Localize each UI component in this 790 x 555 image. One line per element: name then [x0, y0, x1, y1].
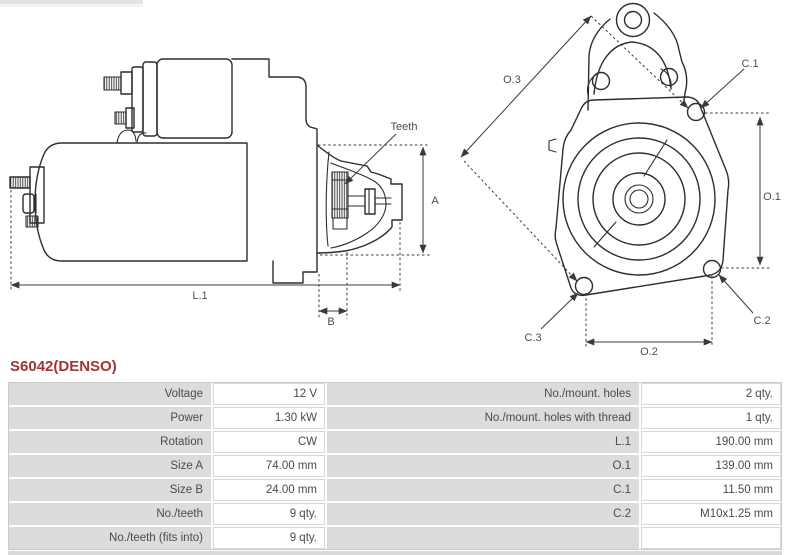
- bell-flange-inner: [326, 152, 329, 246]
- bracket-left-edge: [588, 19, 610, 110]
- bracket-hole-left: [593, 73, 610, 90]
- o3-construction-upper: [591, 16, 688, 108]
- c2-label: C.2: [753, 315, 771, 327]
- spec-label-left: Size B: [9, 479, 211, 501]
- solenoid-body: [157, 59, 232, 138]
- mount-hole-c3: [576, 278, 593, 295]
- part-number-heading: S6042(DENSO): [10, 358, 117, 375]
- a-label: A: [431, 195, 439, 207]
- o1-label: O.1: [763, 191, 781, 203]
- spec-value-right: 11.50 mm: [641, 479, 781, 501]
- cropped-element-artifact-2: [0, 4, 143, 7]
- teeth-leader: [345, 134, 396, 184]
- flange-left-tab: [549, 139, 556, 152]
- spec-label-right: O.1: [327, 455, 639, 477]
- spec-value-right: 190.00 mm: [641, 431, 781, 453]
- spec-label-left: No./teeth (fits into): [9, 527, 211, 549]
- terminal-stud-thread: [10, 177, 30, 188]
- mounting-flange: [555, 97, 728, 295]
- terminal-cap: [23, 194, 34, 213]
- c1-leader: [701, 69, 744, 108]
- top-ear-hole: [625, 12, 642, 29]
- spec-label-right: No./mount. holes: [327, 383, 639, 405]
- spec-value-left: 9 qty.: [213, 503, 325, 525]
- pinion-collar: [333, 218, 347, 229]
- front-view: [461, 4, 781, 357]
- top-ear-outer: [617, 4, 650, 37]
- pinion-gear: [332, 172, 348, 218]
- spec-label-right: No./mount. holes with thread: [327, 407, 639, 429]
- spec-label-right: L.1: [327, 431, 639, 453]
- side-view: [10, 59, 439, 328]
- teeth-label: Teeth: [390, 121, 418, 133]
- spec-value-left: 74.00 mm: [213, 455, 325, 477]
- spec-value-left: 24.00 mm: [213, 479, 325, 501]
- c3-leader: [541, 293, 578, 329]
- spec-label-left: No./teeth: [9, 503, 211, 525]
- spec-label-left: Power: [9, 407, 211, 429]
- o2-extension-lines: [586, 276, 712, 347]
- specs-table: [8, 382, 782, 550]
- spec-label-left: Rotation: [9, 431, 211, 453]
- o3-dimension-line: [461, 16, 591, 157]
- motor-body-outline: [35, 143, 247, 261]
- face-circle-3: [593, 153, 685, 245]
- spec-label-right: C.2: [327, 503, 639, 525]
- spec-label-left: Size A: [9, 455, 211, 477]
- hub-circle: [613, 173, 665, 225]
- b-label: B: [327, 316, 335, 328]
- shaft-nut: [365, 189, 375, 214]
- drive-housing-outline: [232, 59, 317, 283]
- spec-value-right: 1 qty.: [641, 407, 781, 429]
- face-circle-2: [578, 138, 700, 260]
- spec-value-left: 9 qty.: [213, 527, 325, 549]
- l1-label: L.1: [192, 290, 208, 302]
- bell-outline: [317, 145, 402, 253]
- c3-label: C.3: [524, 332, 542, 344]
- o2-label: O.2: [640, 346, 658, 356]
- solenoid-stud-upper: [104, 77, 121, 90]
- spec-label-right: [327, 527, 639, 549]
- bottom-strip: [8, 551, 782, 555]
- shaft-hole: [630, 190, 648, 208]
- spec-label-right: C.1: [327, 479, 639, 501]
- spec-value-right: M10x1.25 mm: [641, 503, 781, 525]
- spec-value-right: 2 qty.: [641, 383, 781, 405]
- spec-value-left: 1.30 kW: [213, 407, 325, 429]
- c1-label: C.1: [741, 58, 759, 70]
- solenoid-stud-lower: [115, 112, 126, 124]
- solenoid-nut-upper: [121, 72, 132, 94]
- spec-value-left: CW: [213, 431, 325, 453]
- terminal-stud-small: [26, 216, 38, 227]
- bracket-inner-arch: [594, 42, 671, 94]
- spec-value-left: 12 V: [213, 383, 325, 405]
- solenoid-band-1: [143, 62, 157, 136]
- spec-value-right: 139.00 mm: [641, 455, 781, 477]
- face-circle-outer: [563, 123, 715, 275]
- c2-leader: [719, 275, 753, 313]
- spec-value-right: [641, 527, 781, 549]
- solenoid-nut-lower: [126, 108, 134, 128]
- o3-label: O.3: [503, 74, 521, 86]
- spec-label-left: Voltage: [9, 383, 211, 405]
- hub-circle-2: [625, 185, 653, 213]
